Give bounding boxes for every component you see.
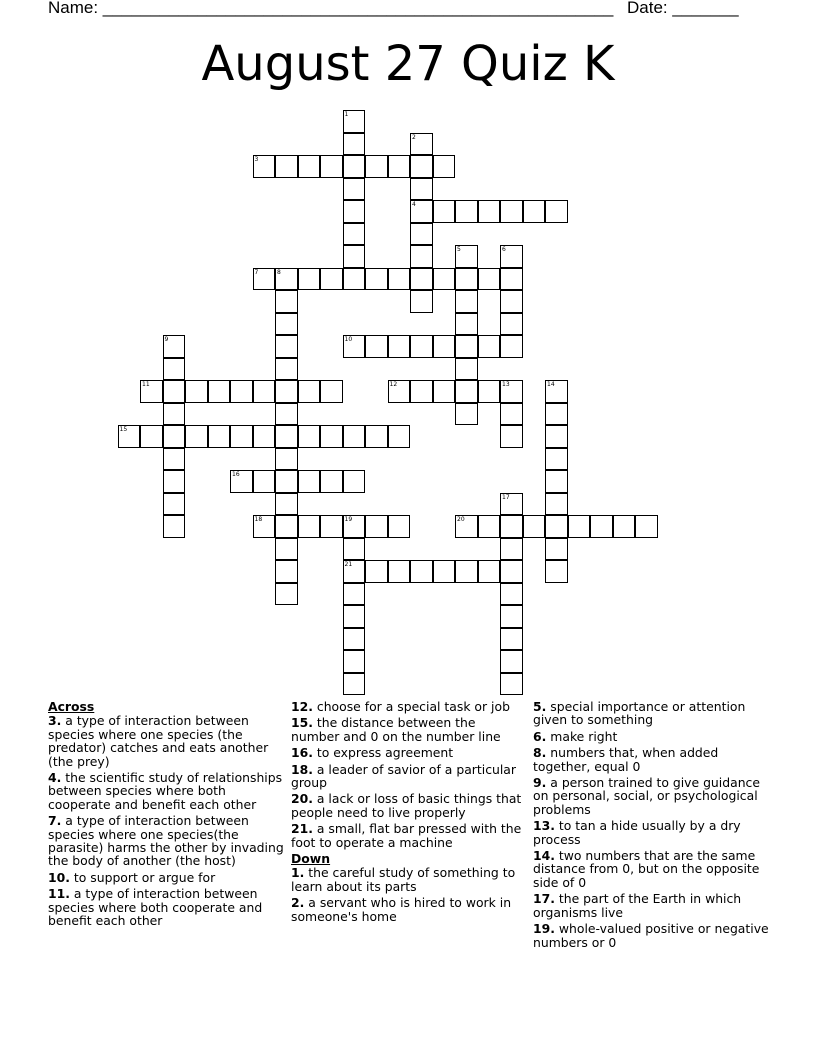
- grid-cell[interactable]: [590, 515, 613, 538]
- clue-item-text: choose for a special task or job: [312, 699, 510, 714]
- grid-cell[interactable]: [410, 178, 433, 201]
- grid-cell[interactable]: [298, 380, 321, 403]
- clue-item: [291, 792, 523, 819]
- grid-cell[interactable]: [545, 200, 568, 223]
- grid-cell[interactable]: [523, 200, 546, 223]
- grid-cell[interactable]: [500, 268, 523, 291]
- grid-cell[interactable]: [433, 560, 456, 583]
- grid-cell[interactable]: [545, 403, 568, 426]
- grid-cell[interactable]: [613, 515, 636, 538]
- grid-cell[interactable]: [500, 425, 523, 448]
- clue-item-text: whole-valued positive or negative numbers or 0: [533, 921, 769, 950]
- grid-cell[interactable]: [388, 268, 411, 291]
- clue-item-text: two numbers that are the same distance from 0, but on the opposite side of 0: [533, 848, 760, 890]
- grid-cell[interactable]: [500, 560, 523, 583]
- clue-item-number: 4.: [48, 770, 62, 786]
- grid-cell[interactable]: [365, 425, 388, 448]
- clue-item: [48, 871, 284, 884]
- clue-number: 20: [457, 516, 465, 523]
- grid-cell[interactable]: [455, 560, 478, 583]
- grid-cell[interactable]: [433, 155, 456, 178]
- grid-cell[interactable]: [455, 515, 478, 538]
- grid-cell[interactable]: [230, 470, 253, 493]
- grid-cell[interactable]: [298, 425, 321, 448]
- grid-cell[interactable]: [365, 515, 388, 538]
- grid-cell[interactable]: [275, 538, 298, 561]
- grid-cell[interactable]: [523, 515, 546, 538]
- clue-item-text: the scientific study of relationships between species where both cooperate and benefit each other: [48, 770, 283, 812]
- grid-cell[interactable]: [500, 200, 523, 223]
- grid-cell[interactable]: [343, 268, 366, 291]
- grid-cell[interactable]: [163, 403, 186, 426]
- grid-cell[interactable]: [365, 155, 388, 178]
- grid-cell[interactable]: [275, 470, 298, 493]
- grid-cell[interactable]: [455, 290, 478, 313]
- clue-item-number: 21.: [291, 821, 313, 837]
- grid-cell[interactable]: [275, 155, 298, 178]
- clue-number: 6: [502, 246, 506, 253]
- grid-cell[interactable]: [500, 673, 523, 696]
- grid-cell[interactable]: [298, 470, 321, 493]
- grid-cell[interactable]: [275, 583, 298, 606]
- grid-cell[interactable]: [275, 335, 298, 358]
- grid-cell[interactable]: [343, 200, 366, 223]
- grid-cell[interactable]: [343, 245, 366, 268]
- clue-item-text: a type of interaction between species where both cooperate and benefit each other: [48, 886, 263, 929]
- clue-number: 15: [119, 426, 128, 433]
- grid-cell[interactable]: [230, 425, 253, 448]
- date-field[interactable]: Date: _______: [627, 0, 739, 17]
- grid-cell[interactable]: [388, 380, 411, 403]
- grid-cell[interactable]: [140, 425, 163, 448]
- grid-cell[interactable]: [343, 628, 366, 651]
- grid-cell[interactable]: [275, 560, 298, 583]
- clue-item-number: 11.: [48, 886, 70, 902]
- grid-cell[interactable]: [185, 425, 208, 448]
- clue-number: 7: [254, 268, 259, 276]
- clue-number: 21: [344, 561, 353, 568]
- grid-cell[interactable]: [478, 380, 501, 403]
- grid-cell[interactable]: [343, 560, 366, 583]
- grid-cell[interactable]: [275, 448, 298, 471]
- grid-cell[interactable]: [455, 313, 478, 336]
- grid-cell[interactable]: [253, 515, 276, 538]
- clue-item: [533, 819, 769, 846]
- grid-cell[interactable]: [275, 380, 298, 403]
- clue-item: [291, 896, 523, 923]
- grid-cell[interactable]: [230, 380, 253, 403]
- grid-cell[interactable]: [275, 290, 298, 313]
- grid-cell[interactable]: [163, 335, 186, 358]
- clue-number: 5: [457, 246, 461, 253]
- grid-cell[interactable]: [500, 515, 523, 538]
- grid-cell[interactable]: [365, 335, 388, 358]
- grid-cell[interactable]: [500, 650, 523, 673]
- clue-number: 3: [254, 156, 259, 163]
- clue-item: [291, 746, 523, 759]
- clue-item: [291, 716, 523, 743]
- grid-cell[interactable]: [545, 538, 568, 561]
- grid-cell[interactable]: [343, 223, 366, 246]
- grid-cell[interactable]: [298, 268, 321, 291]
- grid-cell[interactable]: [343, 583, 366, 606]
- grid-cell[interactable]: [433, 268, 456, 291]
- clue-item-text: make right: [546, 728, 618, 744]
- grid-cell[interactable]: [410, 155, 433, 178]
- clue-item: [48, 814, 284, 868]
- grid-cell[interactable]: [545, 560, 568, 583]
- grid-cell[interactable]: [410, 223, 433, 246]
- clue-item-number: 9.: [533, 775, 547, 791]
- grid-cell[interactable]: [500, 290, 523, 313]
- grid-cell[interactable]: [320, 470, 343, 493]
- clue-column-2: [291, 700, 523, 926]
- clue-item-number: 19.: [533, 921, 555, 937]
- clue-number: 16: [232, 471, 240, 478]
- clue-item-number: 7.: [48, 813, 62, 829]
- grid-cell[interactable]: [433, 380, 456, 403]
- grid-cell[interactable]: [388, 335, 411, 358]
- grid-cell[interactable]: [343, 178, 366, 201]
- grid-cell[interactable]: [478, 515, 501, 538]
- grid-cell[interactable]: [433, 200, 456, 223]
- grid-cell[interactable]: [545, 425, 568, 448]
- clue-number: 4: [412, 201, 416, 208]
- grid-cell[interactable]: [433, 335, 456, 358]
- grid-cell[interactable]: [455, 358, 478, 381]
- grid-cell[interactable]: [275, 313, 298, 336]
- clue-number: 8: [277, 268, 281, 276]
- grid-cell[interactable]: [185, 380, 208, 403]
- clue-item: [533, 730, 769, 743]
- clue-number: 11: [142, 381, 150, 388]
- grid-cell[interactable]: [545, 380, 568, 403]
- grid-cell[interactable]: [410, 200, 433, 223]
- grid-cell[interactable]: [163, 470, 186, 493]
- across-heading: Across: [48, 699, 95, 714]
- grid-cell[interactable]: [410, 290, 433, 313]
- grid-cell[interactable]: [478, 200, 501, 223]
- grid-cell[interactable]: [163, 493, 186, 516]
- grid-cell[interactable]: [343, 470, 366, 493]
- grid-cell[interactable]: [163, 515, 186, 538]
- grid-cell[interactable]: [478, 268, 501, 291]
- clue-item-number: 18.: [291, 761, 313, 777]
- clue-item-number: 17.: [533, 891, 555, 907]
- grid-cell[interactable]: [478, 560, 501, 583]
- grid-cell[interactable]: [343, 425, 366, 448]
- grid-cell[interactable]: [253, 380, 276, 403]
- grid-cell[interactable]: [253, 470, 276, 493]
- grid-cell[interactable]: [388, 560, 411, 583]
- clue-item-number: 14.: [533, 848, 555, 864]
- grid-cell[interactable]: [320, 155, 343, 178]
- grid-cell[interactable]: [163, 425, 186, 448]
- clue-item: [48, 714, 284, 768]
- clue-item-text: to support or argue for: [69, 869, 216, 885]
- grid-cell[interactable]: [275, 515, 298, 538]
- clue-number: 2: [412, 133, 416, 141]
- grid-cell[interactable]: [343, 673, 366, 696]
- grid-cell[interactable]: [455, 245, 478, 268]
- clue-item-number: 12.: [291, 699, 313, 714]
- clue-item-text: a type of interaction between species where one species (the predator) catches and eats another (the prey): [48, 713, 269, 769]
- name-field[interactable]: Name: ______________________________________________________: [48, 0, 614, 17]
- clue-item-number: 2.: [291, 895, 305, 911]
- grid-cell[interactable]: [140, 380, 163, 403]
- clue-column-3: [533, 700, 769, 952]
- grid-cell[interactable]: [298, 515, 321, 538]
- clue-item: [533, 892, 769, 919]
- clue-item-text: to tan a hide usually by a dry process: [533, 818, 741, 847]
- grid-cell[interactable]: [410, 560, 433, 583]
- grid-cell[interactable]: [343, 155, 366, 178]
- down-heading: Down: [291, 851, 331, 867]
- clue-number: 19: [344, 516, 353, 523]
- clue-number: 17: [502, 493, 510, 501]
- clue-item-number: 10.: [48, 869, 70, 885]
- grid-cell[interactable]: [455, 200, 478, 223]
- clue-number: 1: [344, 111, 349, 118]
- grid-cell[interactable]: [253, 425, 276, 448]
- clue-item-number: 5.: [533, 699, 547, 714]
- clue-item-text: the part of the Earth in which organisms live: [533, 891, 742, 920]
- clue-item-text: to express agreement: [312, 745, 454, 761]
- clue-item-text: numbers that, when added together, equal 0: [533, 745, 719, 774]
- clue-item: [48, 887, 284, 927]
- clue-item: [48, 771, 284, 811]
- clue-item: [291, 822, 523, 849]
- clue-item-number: 6.: [533, 728, 547, 744]
- clue-item: [533, 849, 769, 889]
- grid-cell[interactable]: [343, 110, 366, 133]
- grid-cell[interactable]: [500, 380, 523, 403]
- grid-cell[interactable]: [455, 403, 478, 426]
- grid-cell[interactable]: [545, 448, 568, 471]
- grid-cell[interactable]: [275, 403, 298, 426]
- clue-number: 13: [502, 381, 510, 388]
- page-title: August 27 Quiz K: [201, 36, 615, 92]
- clue-item: [533, 922, 769, 949]
- grid-cell[interactable]: [545, 493, 568, 516]
- grid-cell[interactable]: [275, 425, 298, 448]
- clue-item-number: 3.: [48, 713, 62, 729]
- grid-cell[interactable]: [365, 560, 388, 583]
- clue-item: [533, 776, 769, 816]
- grid-cell[interactable]: [500, 583, 523, 606]
- grid-cell[interactable]: [410, 268, 433, 291]
- grid-cell[interactable]: [455, 380, 478, 403]
- grid-cell[interactable]: [275, 358, 298, 381]
- grid-cell[interactable]: [568, 515, 591, 538]
- clue-item-number: 13.: [533, 818, 555, 834]
- grid-cell[interactable]: [455, 268, 478, 291]
- grid-cell[interactable]: [410, 133, 433, 156]
- grid-cell[interactable]: [253, 155, 276, 178]
- grid-cell[interactable]: [208, 425, 231, 448]
- grid-cell[interactable]: [343, 605, 366, 628]
- clue-item-number: 8.: [533, 745, 547, 761]
- clue-item: [291, 866, 523, 893]
- grid-cell[interactable]: [275, 493, 298, 516]
- grid-cell[interactable]: [343, 538, 366, 561]
- clue-item-number: 15.: [291, 715, 313, 731]
- grid-cell[interactable]: [545, 470, 568, 493]
- clue-item-text: the distance between the number and 0 on the number line: [291, 715, 501, 744]
- grid-cell[interactable]: [320, 380, 343, 403]
- clue-item-number: 16.: [291, 745, 313, 761]
- grid-cell[interactable]: [320, 425, 343, 448]
- grid-cell[interactable]: [478, 335, 501, 358]
- grid-cell[interactable]: [455, 335, 478, 358]
- clue-item: [291, 763, 523, 790]
- grid-cell[interactable]: [635, 515, 658, 538]
- grid-cell[interactable]: [500, 403, 523, 426]
- grid-cell[interactable]: [500, 605, 523, 628]
- grid-cell[interactable]: [298, 155, 321, 178]
- clue-item-number: 20.: [291, 791, 313, 807]
- grid-cell[interactable]: [320, 515, 343, 538]
- grid-cell[interactable]: [500, 538, 523, 561]
- clue-item-number: 1.: [291, 865, 305, 881]
- clue-item-text: special importance or attention given to something: [533, 699, 746, 728]
- grid-cell[interactable]: [163, 448, 186, 471]
- grid-cell[interactable]: [410, 335, 433, 358]
- clue-number: 12: [389, 381, 398, 388]
- clue-item-text: a type of interaction between species where one species(the parasite) harms the other by invading the body of another (the host): [48, 813, 284, 869]
- grid-cell[interactable]: [343, 133, 366, 156]
- clue-item-text: a leader of savior of a particular group: [291, 761, 516, 791]
- clue-number: 14: [547, 381, 555, 388]
- grid-cell[interactable]: [500, 313, 523, 336]
- grid-cell[interactable]: [163, 358, 186, 381]
- grid-cell[interactable]: [208, 380, 231, 403]
- clue-number: 9: [164, 336, 169, 343]
- grid-cell[interactable]: [118, 425, 141, 448]
- clue-item: [291, 700, 523, 713]
- clue-column-1: [48, 700, 284, 931]
- grid-cell[interactable]: [320, 268, 343, 291]
- clue-item-text: a lack or loss of basic things that people need to live properly: [291, 791, 522, 820]
- grid-cell[interactable]: [500, 335, 523, 358]
- grid-cell[interactable]: [500, 628, 523, 651]
- grid-cell[interactable]: [253, 268, 276, 291]
- grid-cell[interactable]: [545, 515, 568, 538]
- grid-cell[interactable]: [410, 380, 433, 403]
- clue-number: 18: [254, 516, 263, 523]
- grid-cell[interactable]: [388, 515, 411, 538]
- clue-number: 10: [344, 336, 353, 343]
- grid-cell[interactable]: [500, 245, 523, 268]
- grid-cell[interactable]: [343, 650, 366, 673]
- clue-item-text: the careful study of something to learn about its parts: [291, 865, 516, 894]
- grid-cell[interactable]: [410, 245, 433, 268]
- clue-item: [533, 746, 769, 773]
- grid-cell[interactable]: [500, 493, 523, 516]
- clue-item: [533, 700, 769, 727]
- grid-cell[interactable]: [343, 335, 366, 358]
- grid-cell[interactable]: [365, 268, 388, 291]
- grid-cell[interactable]: [388, 425, 411, 448]
- grid-cell[interactable]: [388, 155, 411, 178]
- grid-cell[interactable]: [343, 515, 366, 538]
- clue-item-text: a small, flat bar pressed with the foot to operate a machine: [291, 821, 522, 850]
- grid-cell[interactable]: [163, 380, 186, 403]
- clue-item-text: a person trained to give guidance on personal, social, or psychological problems: [533, 775, 760, 817]
- grid-cell[interactable]: [275, 268, 298, 291]
- clue-item-text: a servant who is hired to work in someone's home: [291, 895, 512, 924]
